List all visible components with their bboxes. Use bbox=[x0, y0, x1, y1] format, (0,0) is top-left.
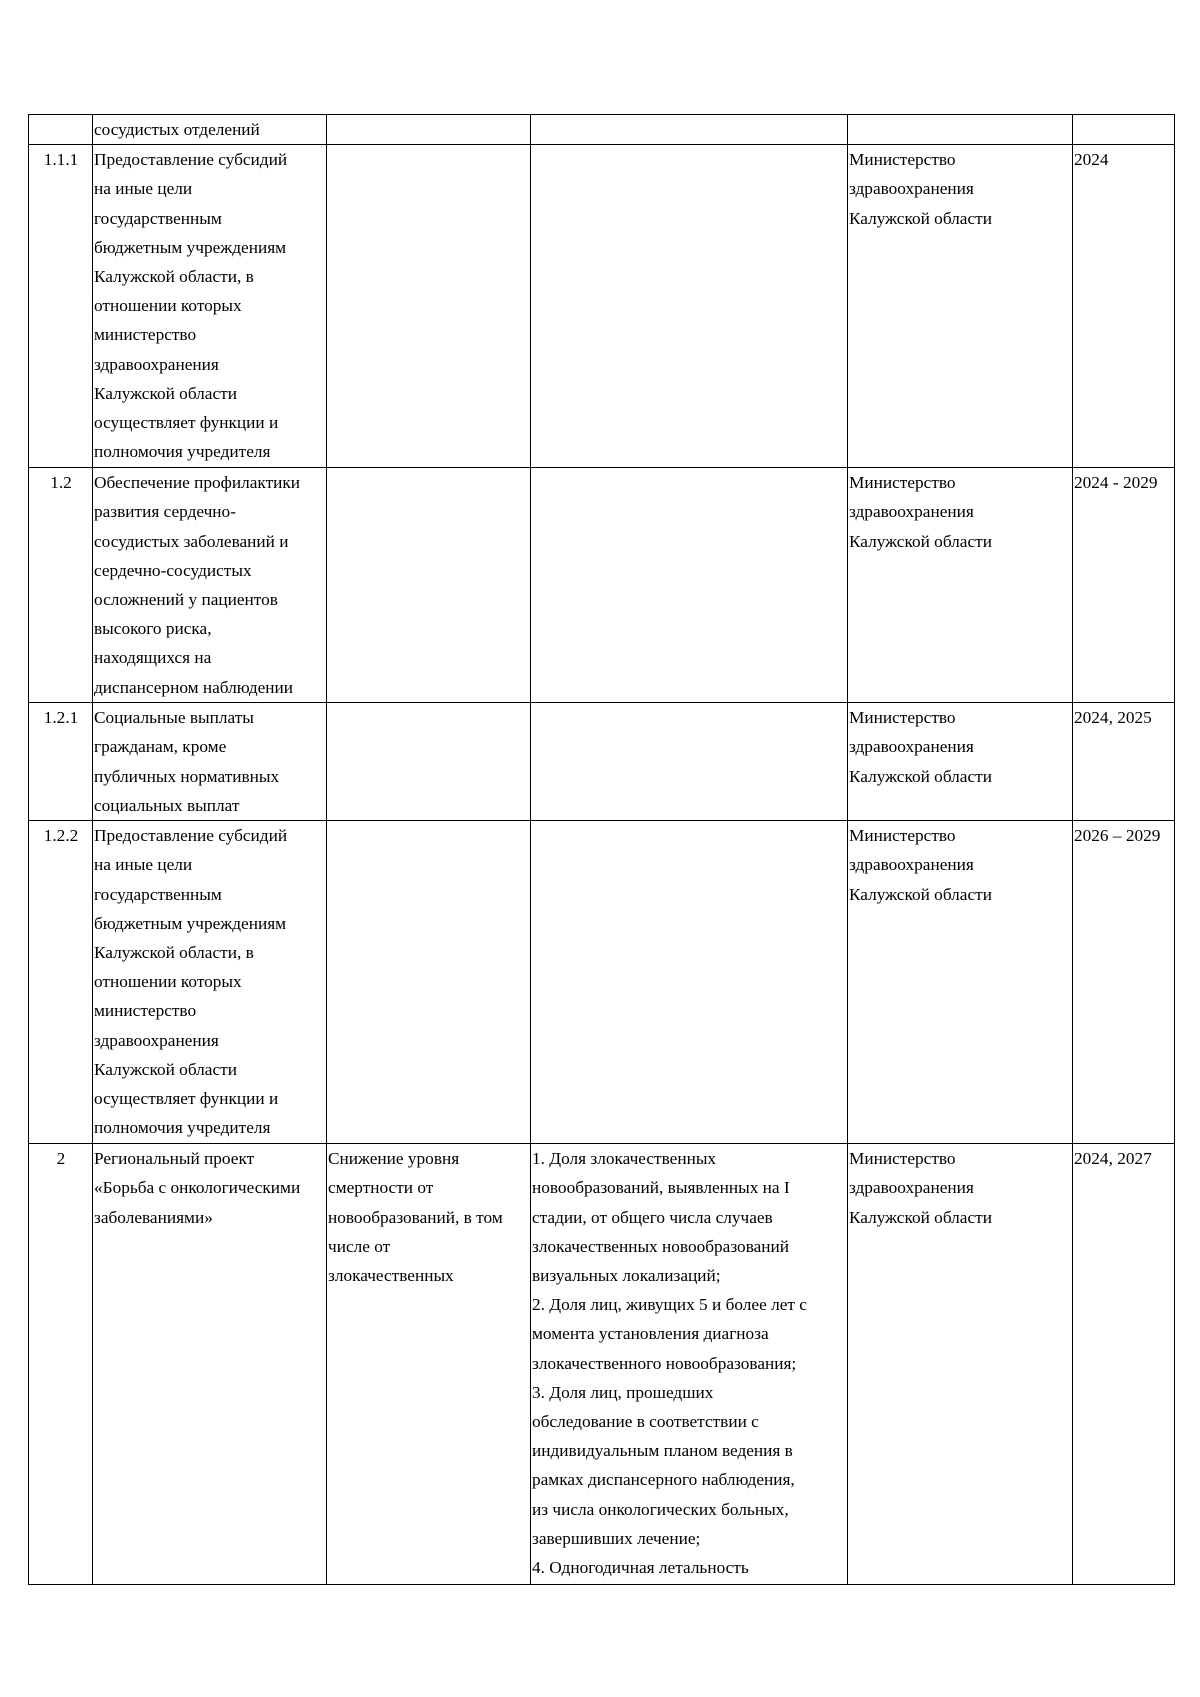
period-cell: 2024, 2025 bbox=[1073, 703, 1175, 821]
period-cell bbox=[1073, 115, 1175, 145]
row-number-cell: 1.2 bbox=[29, 468, 93, 703]
table-row bbox=[29, 145, 1175, 468]
name-cell: Социальные выплаты гражданам, кроме публичных нормативных социальных выплат bbox=[93, 703, 327, 821]
indicators-cell bbox=[531, 468, 848, 703]
table-row bbox=[29, 1144, 1175, 1585]
goal-cell bbox=[327, 115, 531, 145]
name-cell: сосудистых отделений bbox=[93, 115, 327, 145]
goal-cell bbox=[327, 821, 531, 1144]
table-row bbox=[29, 115, 1175, 145]
row-number-cell bbox=[29, 115, 93, 145]
period-cell: 2024 - 2029 bbox=[1073, 468, 1175, 703]
table-row bbox=[29, 703, 1175, 821]
row-number-cell: 1.2.1 bbox=[29, 703, 93, 821]
responsible-cell: Министерство здравоохранения Калужской области bbox=[848, 1144, 1073, 1585]
goal-cell bbox=[327, 145, 531, 468]
name-cell: Предоставление субсидий на иные цели государственным бюджетным учреждениям Калужской области, в отношении которых министерство здравоохранения Калужской области осуществляет функции и полномочия учредителя bbox=[93, 145, 327, 468]
period-cell: 2026 – 2029 bbox=[1073, 821, 1175, 1144]
name-cell: Предоставление субсидий на иные цели государственным бюджетным учреждениям Калужской области, в отношении которых министерство здравоохранения Калужской области осуществляет функции и полномочия учредителя bbox=[93, 821, 327, 1144]
period-cell: 2024 bbox=[1073, 145, 1175, 468]
name-cell: Обеспечение профилактики развития сердечно- сосудистых заболеваний и сердечно-сосудистых осложнений у пациентов высокого риска, находящихся на диспансерном наблюдении bbox=[93, 468, 327, 703]
responsible-cell bbox=[848, 115, 1073, 145]
indicators-cell: 1. Доля злокачественных новообразований, выявленных на I стадии, от общего числа случаев злокачественных новообразований визуальных локализаций; 2. Доля лиц, живущих 5 и более лет с момента установления диагноза злокачественного новообразования; 3. Доля лиц, прошедших обследование в соответствии с индивидуальным планом ведения в рамках диспансерного наблюдения, из числа онкологических больных, завершивших лечение; 4. Одногодичная летальность bbox=[531, 1144, 848, 1585]
responsible-cell: Министерство здравоохранения Калужской области bbox=[848, 145, 1073, 468]
indicators-cell bbox=[531, 115, 848, 145]
row-number-cell: 1.1.1 bbox=[29, 145, 93, 468]
responsible-cell: Министерство здравоохранения Калужской области bbox=[848, 821, 1073, 1144]
goal-cell bbox=[327, 703, 531, 821]
responsible-cell: Министерство здравоохранения Калужской области bbox=[848, 703, 1073, 821]
goal-cell: Снижение уровня смертности от новообразований, в том числе от злокачественных bbox=[327, 1144, 531, 1585]
indicators-cell bbox=[531, 703, 848, 821]
table-row bbox=[29, 468, 1175, 703]
row-number-cell: 2 bbox=[29, 1144, 93, 1585]
indicators-cell bbox=[531, 145, 848, 468]
responsible-cell: Министерство здравоохранения Калужской области bbox=[848, 468, 1073, 703]
indicators-cell bbox=[531, 821, 848, 1144]
goal-cell bbox=[327, 468, 531, 703]
row-number-cell: 1.2.2 bbox=[29, 821, 93, 1144]
name-cell: Региональный проект «Борьба с онкологическими заболеваниями» bbox=[93, 1144, 327, 1585]
program-table bbox=[28, 114, 1175, 1585]
period-cell: 2024, 2027 bbox=[1073, 1144, 1175, 1585]
table-row bbox=[29, 821, 1175, 1144]
